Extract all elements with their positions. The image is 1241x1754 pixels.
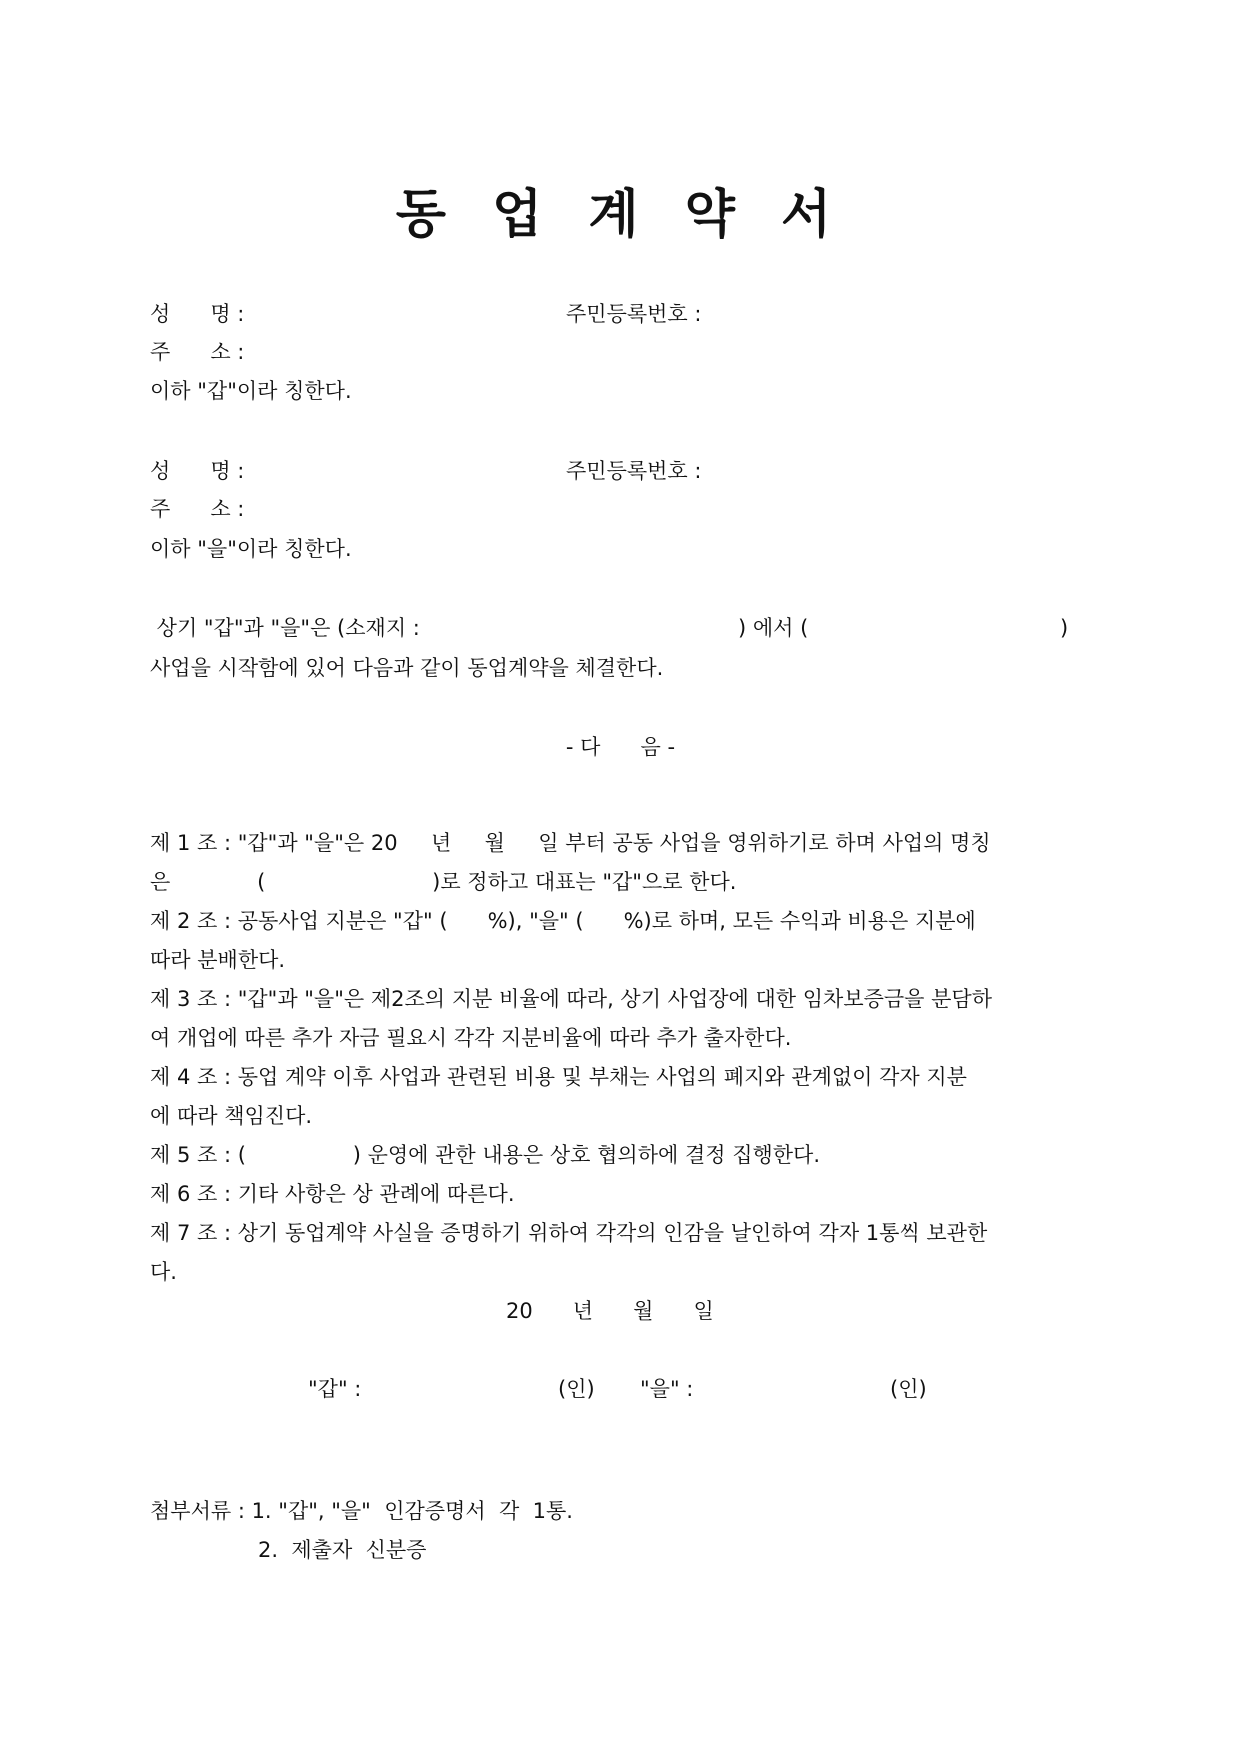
article-3-line1: 제 3 조 : "갑"과 "을"은 제2조의 지분 비율에 따라, 상기 사업장에 대한 임차보증금을 분담하: [150, 987, 992, 1011]
attachments-item1: 첨부서류 : 1. "갑", "을" 인감증명서 각 1통.: [150, 1499, 573, 1523]
party-b-id-label: 주민등록번호 :: [566, 459, 702, 483]
article-5: 제 5 조 : ( ) 운영에 관한 내용은 상호 협의하에 결정 집행한다.: [150, 1143, 821, 1167]
preamble-line1-start: 상기 "갑"과 "을"은 (소재지 :: [150, 616, 420, 640]
section-heading: - 다 음 -: [565, 735, 676, 759]
attachments-item2: 2. 제출자 신분증: [258, 1538, 427, 1562]
article-6: 제 6 조 : 기타 사항은 상 관례에 따른다.: [150, 1182, 515, 1206]
signature-b-seal: (인): [890, 1377, 927, 1401]
article-7-line1: 제 7 조 : 상기 동업계약 사실을 증명하기 위하여 각각의 인감을 날인하여 각자 1통씩 보관한: [150, 1221, 988, 1245]
preamble-line1-end: ): [1060, 616, 1069, 640]
article-4-line2: 에 따라 책임진다.: [150, 1104, 313, 1128]
article-7-line2: 다.: [150, 1260, 177, 1284]
article-4-line1: 제 4 조 : 동업 계약 이후 사업과 관련된 비용 및 부채는 사업의 폐지와 관계없이 각자 지분: [150, 1065, 967, 1089]
signature-a-label: "갑" :: [308, 1377, 362, 1401]
party-a-id-label: 주민등록번호 :: [566, 302, 702, 326]
party-b-address-label: 주 소 :: [150, 497, 245, 521]
signature-b-label: "을" :: [640, 1377, 694, 1401]
party-a-designation: 이하 "갑"이라 칭한다.: [150, 379, 352, 403]
article-2-line2: 따라 분배한다.: [150, 948, 286, 972]
document-title: 동 업 계 약 서: [395, 185, 846, 245]
article-3-line2: 여 개업에 따른 추가 자금 필요시 각각 지분비율에 따라 추가 출자한다.: [150, 1026, 792, 1050]
party-a-address-label: 주 소 :: [150, 340, 245, 364]
signature-a-seal: (인): [558, 1377, 595, 1401]
party-a-name-label: 성 명 :: [150, 302, 245, 326]
article-1-line1: 제 1 조 : "갑"과 "을"은 20 년 월 일 부터 공동 사업을 영위하기로 하며 사업의 명칭: [150, 831, 991, 855]
preamble-line2: 사업을 시작함에 있어 다음과 같이 동업계약을 체결한다.: [150, 656, 664, 680]
article-2-line1: 제 2 조 : 공동사업 지분은 "갑" ( %), "을" ( %)로 하며, 모든 수익과 비용은 지분에: [150, 909, 976, 933]
contract-date: 20 년 월 일: [506, 1299, 714, 1323]
article-1-line2: 은 ( )로 정하고 대표는 "갑"으로 한다.: [150, 870, 737, 894]
party-b-name-label: 성 명 :: [150, 459, 245, 483]
preamble-line1-middle: ) 에서 (: [738, 616, 809, 640]
party-b-designation: 이하 "을"이라 칭한다.: [150, 537, 352, 561]
